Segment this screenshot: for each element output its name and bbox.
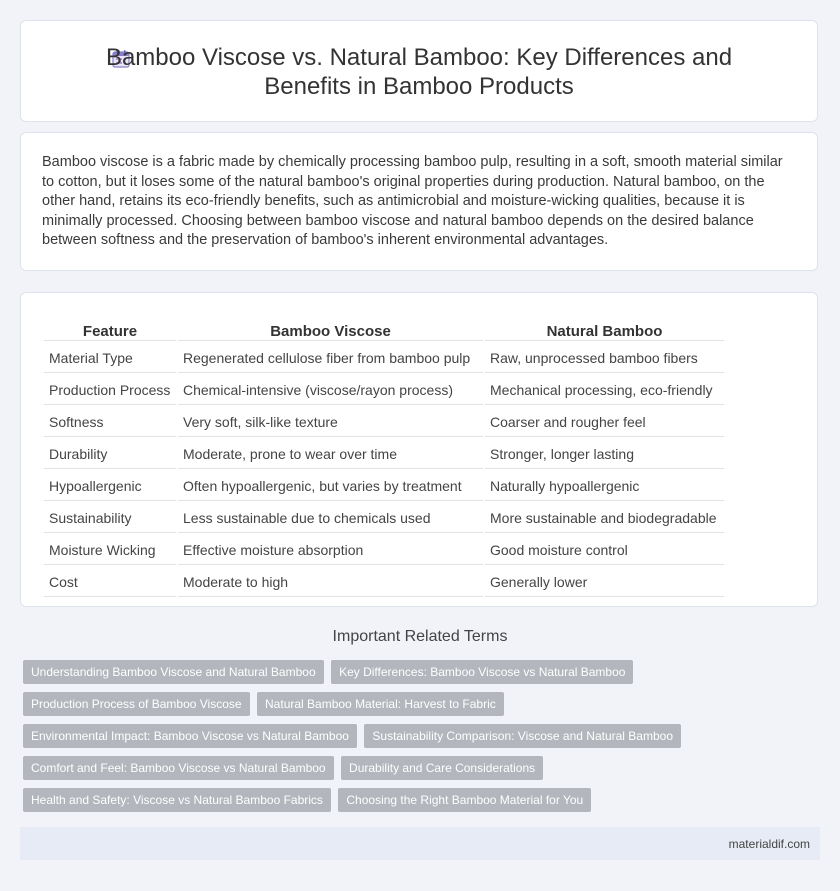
- table-row: [44, 439, 724, 469]
- intro-paragraph: Bamboo viscose is a fabric made by chemically processing bamboo pulp, resulting in a soft, smooth material similar to cotton, but it loses some of the natural bamboo's original properties during production. Natural bamboo, on the other hand, retains its eco-friendly benefits, such as antimicrobial and moisture-wicking qualities, because it is minimally processed. Choosing between bamboo viscose and natural bamboo depends on the desired balance between softness and the preservation of bamboo's inherent environmental advantages.: [42, 154, 783, 249]
- page-title-line-1: Bamboo Viscose vs. Natural Bamboo: Key Differences and: [105, 44, 733, 71]
- cell-natural: More sustainable and biodegradable: [485, 503, 724, 533]
- comparison-card: [20, 292, 818, 607]
- cell-feature: Cost: [44, 567, 176, 597]
- related-terms-list: [23, 660, 703, 820]
- table-row: [44, 567, 724, 597]
- cell-viscose: Moderate to high: [178, 567, 483, 597]
- cell-feature: Material Type: [44, 343, 176, 373]
- table-row: [44, 535, 724, 565]
- header-natural-bamboo: Natural Bamboo: [485, 315, 724, 341]
- intro-card: [20, 132, 818, 271]
- footer: [20, 827, 820, 860]
- comparison-table: [42, 313, 726, 599]
- cell-feature: Production Process: [44, 375, 176, 405]
- related-terms-title: Important Related Terms: [332, 628, 508, 645]
- header-feature: Feature: [44, 315, 176, 341]
- related-term-link[interactable]: Environmental Impact: Bamboo Viscose vs Natural Bamboo: [23, 724, 357, 748]
- cell-natural: Mechanical processing, eco-friendly: [485, 375, 724, 405]
- cell-feature: Sustainability: [44, 503, 176, 533]
- cell-natural: Good moisture control: [485, 535, 724, 565]
- related-term-link[interactable]: Production Process of Bamboo Viscose: [23, 692, 250, 716]
- cell-natural: Stronger, longer lasting: [485, 439, 724, 469]
- cell-viscose: Moderate, prone to wear over time: [178, 439, 483, 469]
- cell-feature: Softness: [44, 407, 176, 437]
- table-header-row: [44, 315, 724, 341]
- table-row: [44, 343, 724, 373]
- related-term-link[interactable]: Health and Safety: Viscose vs Natural Bamboo Fabrics: [23, 788, 331, 812]
- table-row: [44, 503, 724, 533]
- related-term-link[interactable]: Understanding Bamboo Viscose and Natural Bamboo: [23, 660, 324, 684]
- related-term-link[interactable]: Choosing the Right Bamboo Material for You: [338, 788, 591, 812]
- table-row: [44, 375, 724, 405]
- header-bamboo-viscose: Bamboo Viscose: [178, 315, 483, 341]
- page-title: [106, 43, 732, 101]
- related-term-link[interactable]: Comfort and Feel: Bamboo Viscose vs Natural Bamboo: [23, 756, 334, 780]
- title-card: [20, 20, 818, 122]
- table-row: [44, 407, 724, 437]
- cell-natural: Coarser and rougher feel: [485, 407, 724, 437]
- page-title-line-2: Benefits in Bamboo Products: [264, 73, 574, 100]
- cell-viscose: Less sustainable due to chemicals used: [178, 503, 483, 533]
- table-row: [44, 471, 724, 501]
- related-term-link[interactable]: Natural Bamboo Material: Harvest to Fabric: [257, 692, 504, 716]
- cell-feature: Moisture Wicking: [44, 535, 176, 565]
- related-term-link[interactable]: Durability and Care Considerations: [341, 756, 543, 780]
- cell-viscose: Regenerated cellulose fiber from bamboo pulp: [178, 343, 483, 373]
- cell-viscose: Chemical-intensive (viscose/rayon process): [178, 375, 483, 405]
- cell-natural: Raw, unprocessed bamboo fibers: [485, 343, 724, 373]
- footer-site-link[interactable]: materialdif.com: [728, 837, 810, 851]
- cell-natural: Naturally hypoallergenic: [485, 471, 724, 501]
- cell-natural: Generally lower: [485, 567, 724, 597]
- cell-feature: Hypoallergenic: [44, 471, 176, 501]
- cell-viscose: Effective moisture absorption: [178, 535, 483, 565]
- related-term-link[interactable]: Key Differences: Bamboo Viscose vs Natural Bamboo: [331, 660, 633, 684]
- cell-viscose: Often hypoallergenic, but varies by treatment: [178, 471, 483, 501]
- cell-viscose: Very soft, silk-like texture: [178, 407, 483, 437]
- related-term-link[interactable]: Sustainability Comparison: Viscose and Natural Bamboo: [364, 724, 681, 748]
- cell-feature: Durability: [44, 439, 176, 469]
